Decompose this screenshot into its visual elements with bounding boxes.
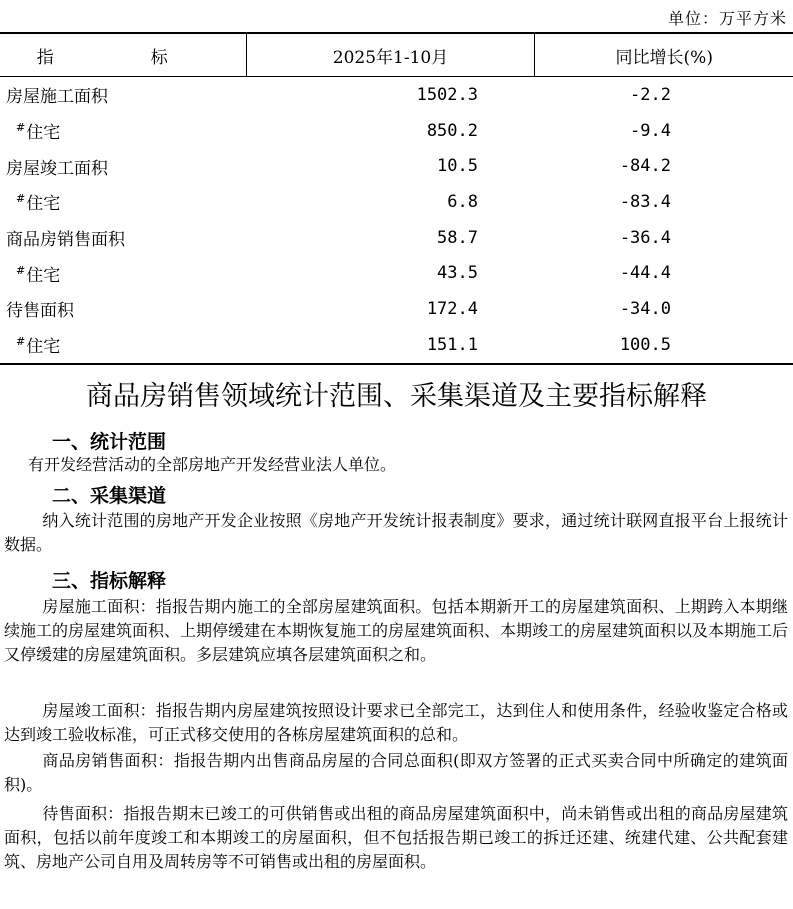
header-growth: 同比增长(%)	[534, 33, 793, 77]
statistics-table	[0, 32, 793, 365]
row-value: 43.5	[437, 263, 478, 284]
row-label: #住宅	[16, 121, 61, 144]
unit-label: 单位：万平方米	[667, 9, 787, 28]
row-label: 待售面积	[6, 301, 74, 322]
row-value: 10.5	[437, 156, 478, 177]
row-label: #住宅	[0, 327, 246, 364]
row-growth: 100.5	[534, 327, 793, 364]
row-value: 1502.3	[416, 84, 478, 105]
row-label: 房屋竣工面积	[6, 158, 108, 179]
channel-text: 纳入统计范围的房地产开发企业按照《房地产开发统计报表制度》要求，通过统计联网直报平台上报统计数据。	[4, 511, 788, 555]
row-label: #住宅	[16, 263, 61, 286]
document-title: 商品房销售领域统计范围、采集渠道及主要指标解释	[86, 381, 707, 412]
section-heading-scope: 一、统计范围	[52, 431, 167, 453]
row-value: 6.8	[447, 191, 478, 212]
section-heading-channel: 二、采集渠道	[52, 485, 167, 507]
row-growth: -2.2	[630, 84, 671, 105]
indicator-paragraph: 房屋竣工面积：指报告期内房屋建筑按照设计要求已全部完工，达到住人和使用条件，经验收鉴定合格或达到竣工验收标准，可正式移交使用的各栋房屋建筑面积的总和。	[4, 701, 788, 745]
table-row	[0, 220, 793, 256]
indicator-paragraph: 商品房销售面积：指报告期内出售商品房屋的合同总面积(即双方签署的正式买卖合同中所确定的建筑面积)。	[4, 751, 788, 795]
table-row	[0, 113, 793, 149]
table-row	[0, 77, 793, 113]
hash-marker: #	[16, 263, 26, 277]
indicator-paragraph: 待售面积：指报告期末已竣工的可供销售或出租的商品房屋建筑面积中，尚未销售或出租的商品房屋建筑面积，包括以前年度竣工和本期竣工的房屋面积，但不包括报告期已竣工的拆迁还建、统建代建、公共配套建筑、房地产公司自用及周转房等不可销售或出租的房屋面积。	[4, 804, 788, 872]
table-row	[0, 184, 793, 220]
indicator-paragraph: 房屋施工面积：指报告期内施工的全部房屋建筑面积。包括本期新开工的房屋建筑面积、上期跨入本期继续施工的房屋建筑面积、上期停缓建在本期恢复施工的房屋建筑面积、本期竣工的房屋建筑面积以及本期施工后又停缓建的房屋建筑面积。多层建筑应填各层建筑面积之和。	[4, 597, 789, 665]
row-label: 商品房销售面积	[6, 230, 125, 251]
hash-marker: #	[16, 192, 26, 206]
row-value: 850.2	[426, 120, 478, 141]
row-value: 58.7	[437, 227, 478, 248]
table-row	[0, 291, 793, 327]
table-header-row	[0, 33, 793, 77]
table-row	[0, 327, 793, 364]
row-label: 房屋施工面积	[6, 87, 108, 108]
row-growth: -84.2	[619, 156, 671, 177]
table-row	[0, 255, 793, 291]
section-heading-indicators: 三、指标解释	[52, 570, 167, 592]
row-growth: -9.4	[630, 120, 671, 141]
hash-marker: #	[16, 335, 26, 349]
table-row	[0, 148, 793, 184]
row-growth: -44.4	[619, 263, 671, 284]
row-value: 172.4	[426, 298, 478, 319]
hash-marker: #	[16, 121, 26, 135]
header-period: 2025年1-10月	[246, 33, 534, 77]
row-growth: -36.4	[619, 227, 671, 248]
row-growth: -34.0	[619, 298, 671, 319]
header-indicator: 指 标	[0, 33, 246, 77]
scope-text: 有开发经营活动的全部房地产开发经营业法人单位。	[28, 455, 397, 474]
row-growth: -83.4	[619, 191, 671, 212]
row-label: #住宅	[16, 192, 61, 215]
row-value: 151.1	[246, 327, 534, 364]
